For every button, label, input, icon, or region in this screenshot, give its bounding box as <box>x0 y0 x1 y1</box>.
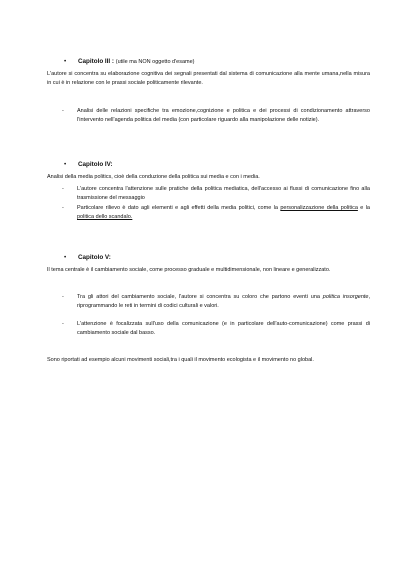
underlined-phrase: politica dello scandalo. <box>77 214 133 221</box>
chapter-3-item-text: Analisi delle relazioni specifiche tra emozione,cognizione e politica e dei processi di condizionamento attraverso l'intervento nell'agenda politica del media (con particolare riguardo alla manipolazione delle notizie). <box>77 108 370 124</box>
chapter-4-item-1-text: L'autore concentra l'attenzione sulle pratiche della politica mediatica, dell'accesso ai flussi di comunicazione fino alla trasmissione del messaggio <box>77 186 370 202</box>
bullet: • <box>64 254 67 261</box>
text-run: , riprogrammando le reti in termini di codici culturali e valori. <box>77 294 370 310</box>
chapter-4-title: Capitolo IV: <box>78 161 113 168</box>
chapter-4-item-1 <box>62 185 370 204</box>
dash-bullet: - <box>62 186 64 192</box>
chapter-4-item-2-text <box>77 204 370 223</box>
bullet: • <box>64 58 67 65</box>
chapter-5-title: Capitolo V: <box>78 254 111 261</box>
bullet: • <box>64 161 67 168</box>
chapter-5-item-1-text <box>77 293 370 312</box>
chapter-5-item-1 <box>62 293 370 312</box>
chapter-5-heading <box>64 254 111 262</box>
chapter-5-item-2-text: L'attenzione è focalizzata sull'uso della comunicazione (e in particolare dell'auto-comunicazione) come prassi di cambiamento sociale dal basso. <box>77 321 370 337</box>
chapter-4-heading <box>64 161 113 169</box>
closing-paragraph: Sono riportati ad esempio alcuni movimenti sociali,tra i quali il movimento ecologista e il movimento no global. <box>47 357 314 363</box>
chapter-5-item-2 <box>62 320 370 339</box>
chapter-3-heading <box>64 58 194 66</box>
chapter-3-item <box>62 107 370 126</box>
text-run: e la <box>357 205 370 211</box>
chapter-5-intro: Il tema centrale è il cambiamento sociale, come processo graduale e multidimensionale, non lineare e generalizzato. <box>47 267 331 273</box>
dash-bullet: - <box>62 294 64 300</box>
chapter-3-intro: L'autore si concentra su elaborazione cognitiva dei segnali presentati dal sistema di comunicazione alla mente umana,nella misura in cui è in relazione con le prassi sociale politicamente rilevante. <box>47 71 370 87</box>
chapter-3-note: (utile ma NON oggetto d'esame) <box>115 59 195 65</box>
italic-phrase: politica insorgente <box>322 294 369 300</box>
underlined-phrase: personalizzazione della politica <box>280 205 358 211</box>
chapter-3-title: Capitolo III : <box>78 58 115 65</box>
dash-bullet: - <box>62 108 64 114</box>
dash-bullet: - <box>62 321 64 327</box>
text-run: Particolare rilievo è dato agli elementi e agli effetti della media politici, come la <box>77 205 281 211</box>
chapter-4-intro: Analisi della media politics, cioè della conduzione della politica sui media e con i media. <box>47 174 260 180</box>
dash-bullet: - <box>62 205 64 211</box>
chapter-4-item-2 <box>62 204 370 223</box>
text-run: Tra gli attori del cambiamento sociale, l'autore si concentra su coloro che partono eventi una <box>77 294 323 300</box>
